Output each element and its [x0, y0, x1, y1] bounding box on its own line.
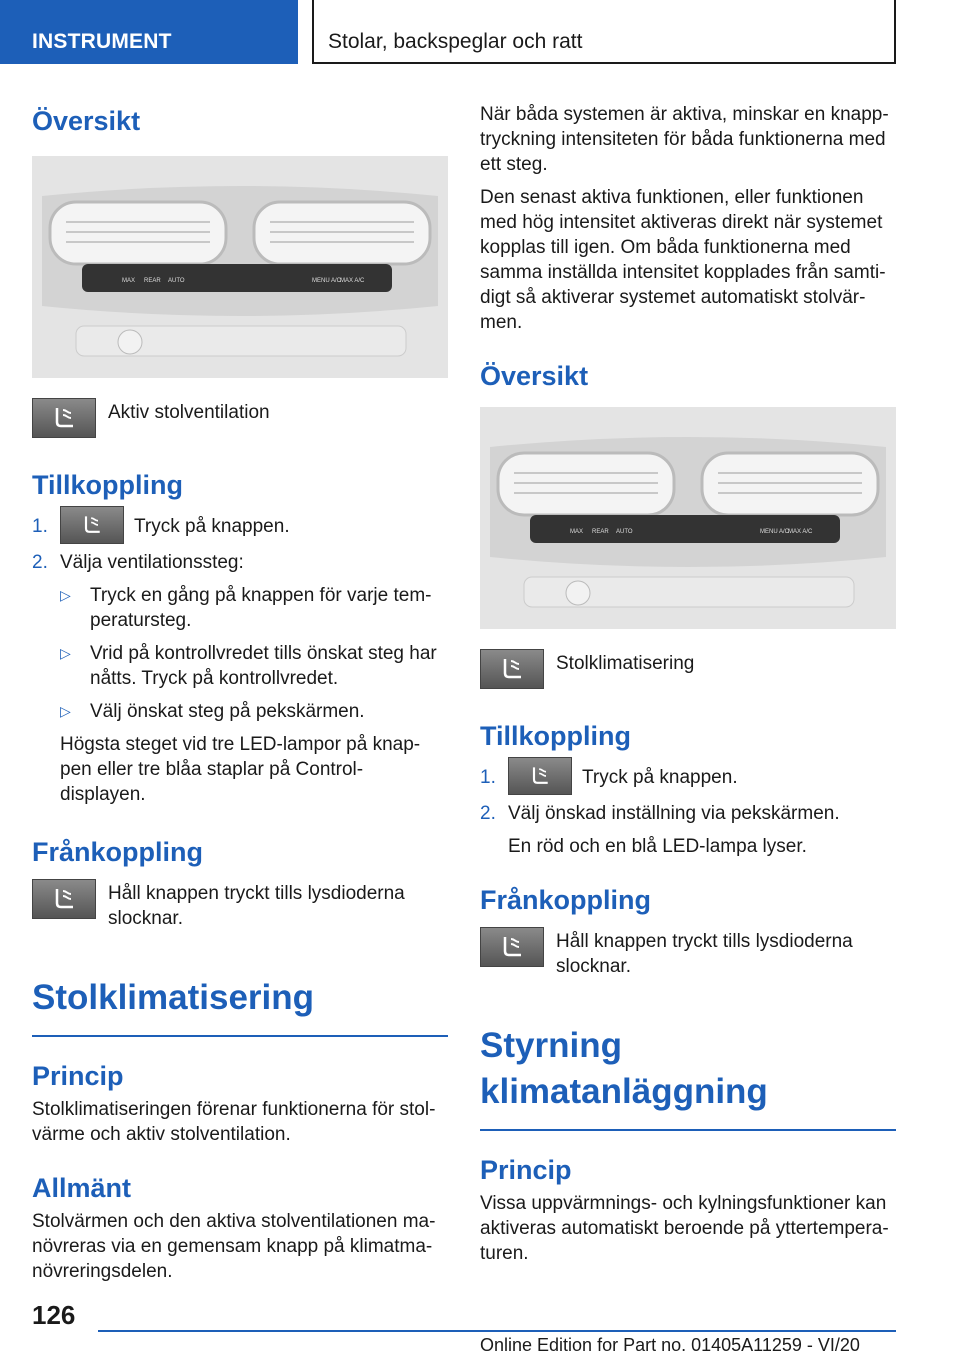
panel-label: MENU A/C — [760, 529, 790, 535]
step-note: En röd och en blå LED-lampa lyser. — [508, 836, 807, 857]
right-column — [480, 102, 896, 1266]
seat-climate-icon — [480, 927, 544, 967]
step-text: Tryck på knappen. — [134, 516, 290, 537]
list-item — [32, 641, 448, 691]
panel-label: MAX — [570, 529, 584, 535]
list-item — [480, 801, 896, 826]
deactivation-caption — [480, 927, 896, 979]
intro-paragraph: När båda systemen är aktiva, minskar en knapp-tryckning intensiteten för båda funktionerna med ett steg. — [480, 104, 889, 175]
panel-label: MENU A/C — [312, 278, 342, 284]
icon-caption: Aktiv stolventilation — [108, 402, 270, 423]
list-item — [32, 550, 448, 575]
seat-ventilation-icon — [32, 398, 96, 438]
step-number: 2. — [32, 552, 48, 573]
climate-panel-photo — [32, 156, 448, 378]
seat-climate-caption — [480, 649, 896, 689]
list-item — [32, 583, 448, 633]
activation-steps — [480, 765, 896, 826]
activation-steps — [32, 514, 448, 575]
step-text: Välj önskad inställning via pekskärmen. — [508, 803, 840, 824]
panel-label: AUTO — [616, 529, 633, 535]
list-item — [480, 765, 896, 795]
panel-label: REAR — [592, 529, 609, 535]
principle-heading: Princip — [480, 1155, 572, 1185]
climate-control-heading: Styrning klimatanläggning — [480, 1023, 896, 1131]
step-number: 2. — [480, 803, 496, 824]
panel-label: AUTO — [168, 278, 185, 284]
principle-text: Stolklimatiseringen förenar funktionerna för stol-värme och aktiv stolventilation. — [32, 1099, 436, 1145]
sub-step-text: Tryck en gång på knappen för varje tem-peratursteg. — [90, 585, 432, 631]
sub-step-text: Vrid på kontrollvredet tills önskat steg har nåtts. Tryck på kontrollvredet. — [90, 643, 437, 689]
icon-caption: Stolklimatisering — [556, 653, 695, 674]
left-column — [32, 96, 448, 1284]
deactivation-caption — [32, 879, 448, 931]
step-text: Välja ventilationssteg: — [60, 552, 244, 573]
header-chapter: Stolar, backspeglar och ratt — [312, 0, 896, 64]
activation-heading: Tillkoppling — [480, 721, 631, 751]
deactivation-heading: Frånkoppling — [480, 885, 651, 915]
list-item — [32, 514, 448, 544]
step-number: 1. — [480, 767, 496, 788]
deactivation-text: Håll knappen tryckt tills lysdioderna slocknar. — [556, 931, 853, 977]
intro-paragraph: Den senast aktiva funktionen, eller funktionen med hög intensitet aktiveras direkt när systemet kopplas till igen. Om båda funktionerna med samma inställda intensitet kopplades från samti-digt så aktiverar systemet automatiskt stolvär-men. — [480, 187, 886, 333]
seat-ventilation-icon — [32, 879, 96, 919]
activation-heading: Tillkoppling — [32, 470, 183, 500]
page-number: 126 — [32, 1300, 76, 1330]
seat-ventilation-icon — [60, 506, 124, 544]
seat-climate-heading: Stolklimatisering — [32, 975, 448, 1037]
step-number: 1. — [32, 516, 48, 537]
footer-divider — [98, 1330, 896, 1332]
principle-text: Vissa uppvärmnings- och kylningsfunktioner kan aktiveras automatiskt beroende på yttertempera-turen. — [480, 1193, 889, 1264]
panel-label: MAX A/C — [340, 278, 365, 284]
overview-heading: Översikt — [480, 361, 589, 391]
seat-climate-icon — [508, 757, 572, 795]
list-item — [32, 699, 448, 724]
step-note: Högsta steget vid tre LED-lampor på knap-pen eller tre blåa staplar på Control-displayen. — [60, 734, 421, 805]
general-heading: Allmänt — [32, 1173, 132, 1203]
general-text: Stolvärmen och den aktiva stolventilationen ma-növreras via en gemensam knapp på klimatma-növreringsdelen. — [32, 1211, 436, 1282]
sub-step-text: Välj önskat steg på pekskärmen. — [90, 701, 365, 722]
bullet-triangle-icon: ▷ — [60, 703, 71, 719]
panel-label: MAX — [122, 278, 136, 284]
bullet-triangle-icon: ▷ — [60, 645, 71, 661]
principle-heading: Princip — [32, 1061, 124, 1091]
panel-label: REAR — [144, 278, 161, 284]
climate-panel-photo — [480, 407, 896, 629]
seat-ventilation-caption — [32, 398, 448, 438]
deactivation-text: Håll knappen tryckt tills lysdioderna slocknar. — [108, 883, 405, 929]
header-section: INSTRUMENT — [0, 0, 298, 64]
step-text: Tryck på knappen. — [582, 767, 738, 788]
deactivation-heading: Frånkoppling — [32, 837, 203, 867]
overview-heading: Översikt — [32, 106, 141, 136]
bullet-triangle-icon: ▷ — [60, 587, 71, 603]
seat-climate-icon — [480, 649, 544, 689]
footer-edition: Online Edition for Part no. 01405A11259 - VI/20 — [480, 1335, 860, 1355]
panel-label: MAX A/C — [788, 529, 813, 535]
